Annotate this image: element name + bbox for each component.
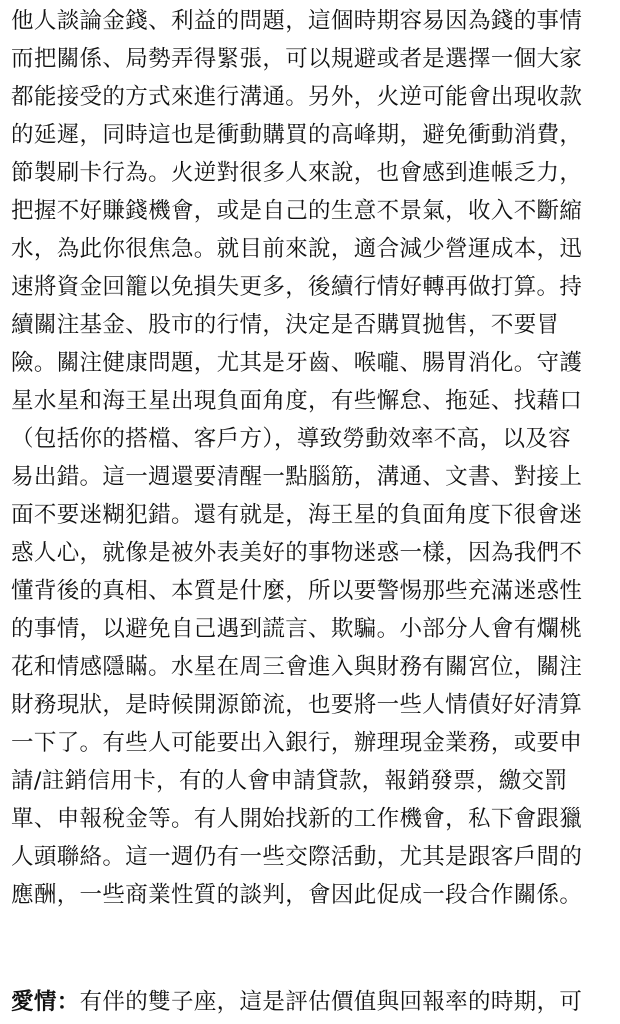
paragraph-line: 應酬，一些商業性質的談判，會因此促成一段合作關係。: [11, 882, 583, 908]
love-section-text: 有伴的雙子座，這是評估價值與回報率的時期，可: [79, 989, 583, 1015]
paragraph-line: （包括你的搭檔、客戶方），導致勞動效率不高，以及容: [11, 426, 572, 452]
paragraph-line: 節製刷卡行為。火逆對很多人來說，也會感到進帳乏力，: [11, 160, 583, 186]
love-section-line: [11, 983, 613, 1021]
paragraph-line: 險。關注健康問題，尤其是牙齒、喉嚨、腸胃消化。守護: [11, 350, 583, 376]
paragraph-line: 單、申報稅金等。有人開始找新的工作機會，私下會跟獵: [11, 806, 583, 832]
paragraph-line: 請/註銷信用卡，有的人會申請貸款，報銷發票，繳交罰: [11, 768, 568, 794]
paragraph-line: 財務現狀，是時候開源節流，也要將一些人情債好好清算: [11, 692, 583, 718]
paragraph-line: 星水星和海王星出現負面角度，有些懈怠、拖延、找藉口: [11, 388, 583, 414]
love-section-heading: 愛情：: [11, 989, 80, 1015]
paragraph-line: 水，為此你很焦急。就目前來說，適合減少營運成本，迅: [11, 236, 583, 262]
paragraph-line: 續關注基金、股市的行情，決定是否購買拋售，不要冒: [11, 312, 560, 338]
paragraph-line: 速將資金回籠以免損失更多，後續行情好轉再做打算。持: [11, 274, 583, 300]
paragraph-line: 面不要迷糊犯錯。還有就是，海王星的負面角度下很會迷: [11, 502, 583, 528]
paragraph-line: 把握不好賺錢機會，或是自己的生意不景氣，收入不斷縮: [11, 198, 583, 224]
paragraph-line: 人頭聯絡。這一週仍有一些交際活動，尤其是跟客戶間的: [11, 844, 583, 870]
paragraph-line: 的延遲，同時這也是衝動購買的高峰期，避免衝動消費，: [11, 122, 583, 148]
paragraph-line: 的事情，以避免自己遇到謊言、欺騙。小部分人會有爛桃: [11, 616, 583, 642]
paragraph-line: 惑人心，就像是被外表美好的事物迷惑一樣，因為我們不: [11, 540, 583, 566]
paragraph-line: 而把關係、局勢弄得緊張，可以規避或者是選擇一個大家: [11, 46, 583, 72]
paragraph-line: 他人談論金錢、利益的問題，這個時期容易因為錢的事情: [11, 8, 583, 34]
paragraph-line: 花和情感隱瞞。水星在周三會進入與財務有關宮位，關注: [11, 654, 583, 680]
paragraph-line: 懂背後的真相、本質是什麼，所以要警惕那些充滿迷惑性: [11, 578, 583, 604]
paragraph-line: 一下了。有些人可能要出入銀行，辦理現金業務，或要申: [11, 730, 583, 756]
paragraph-line: 易出錯。這一週還要清醒一點腦筋，溝通、文書、對接上: [11, 464, 583, 490]
paragraph-line: 都能接受的方式來進行溝通。另外，火逆可能會出現收款: [11, 84, 583, 110]
